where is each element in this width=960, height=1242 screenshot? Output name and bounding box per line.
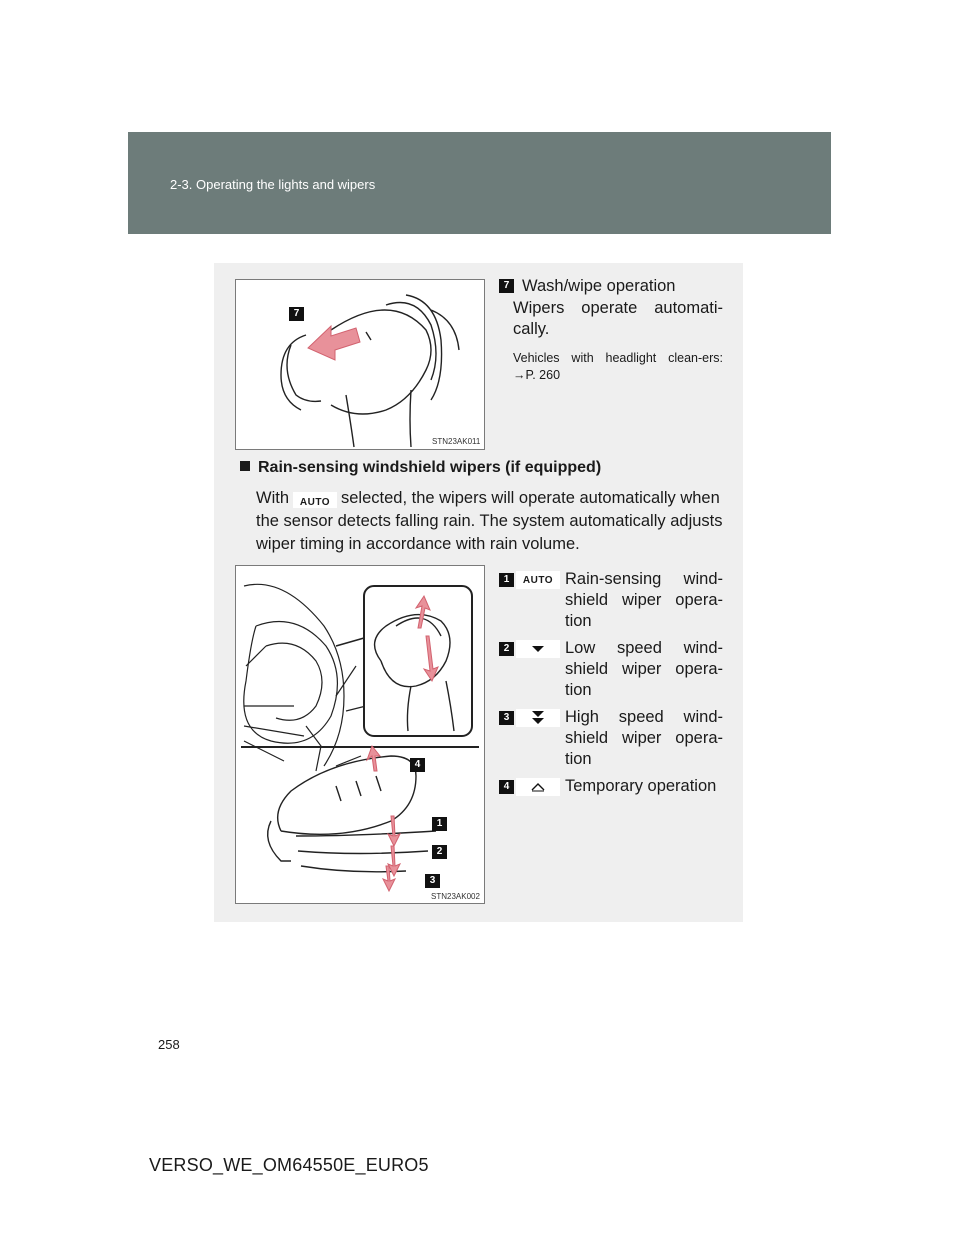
symbol-box-4 [516,778,560,796]
figure-code-top: STN23AK011 [432,437,481,446]
rain-body-after: selected, the wipers will operate automatically when the sensor detects falling rain. The system automatically adjusts wiper timing in accordance with rain volume. [256,489,723,553]
wash-wipe-description: Wipers operate automati-cally. [513,299,723,338]
wash-wipe-figure [235,279,485,450]
double-chevron-down-icon [531,710,545,726]
document-code: VERSO_WE_OM64550E_EURO5 [149,1155,429,1175]
figure-callout-3: 3 [425,874,440,888]
figure-callout-1: 1 [432,817,447,831]
item-badge-2: 2 [499,642,514,656]
item-badge-3: 3 [499,711,514,725]
rain-sensing-heading-text: Rain-sensing windshield wipers (if equipped) [258,459,602,476]
wash-wipe-illustration [236,280,484,449]
item-badge-7: 7 [499,279,514,293]
section-title: 2-3. Operating the lights and wipers [170,177,376,192]
auto-text-icon: AUTO [522,574,554,586]
headlight-cleaner-note: Vehicles with headlight clean-ers: →P. 260 [513,351,723,382]
auto-text-icon: AUTO [299,497,331,508]
symbol-box-2 [516,640,560,658]
wash-wipe-title: Wash/wipe operation [522,277,676,295]
item-badge-1: 1 [499,573,514,587]
inline-auto-symbol [293,492,337,508]
item-text-4: Temporary operation [565,777,717,795]
rain-sensing-heading [240,459,601,477]
item-badge-4: 4 [499,780,514,794]
item-text-1: Rain-sensing wind-shield wiper opera-tion [565,570,723,630]
symbol-box-3 [516,709,560,727]
rain-sensing-body [256,487,726,556]
figure-callout-4: 4 [410,758,425,772]
symbol-box-1 [516,571,560,589]
figure-callout-7: 7 [289,307,304,321]
rain-body-before: With [256,489,289,507]
page-number: 258 [158,1037,180,1052]
single-chevron-down-icon [531,644,545,654]
figure-callout-2: 2 [432,845,447,859]
item-text-2: Low speed wind-shield wiper opera-tion [565,639,723,699]
rain-sensing-figure [235,565,485,904]
item-text-3: High speed wind-shield wiper opera-tion [565,708,723,768]
figure-code-rain: STN23AK002 [431,892,480,901]
chevron-up-icon [531,782,545,792]
bullet-square-icon [240,461,250,471]
